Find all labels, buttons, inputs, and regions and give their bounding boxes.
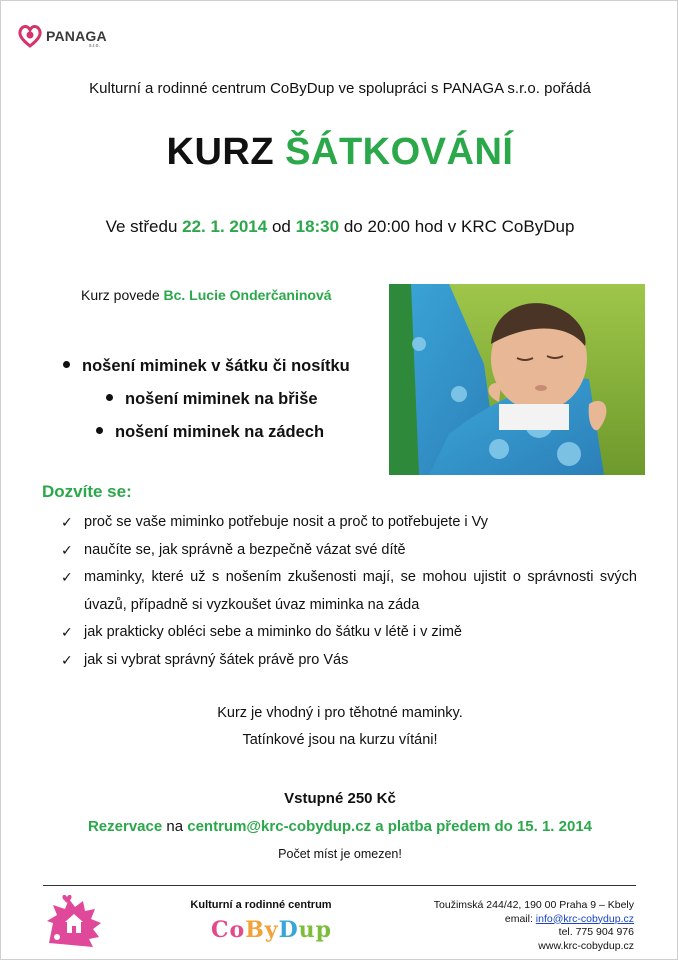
learn-heading: Dozvíte se: [42,482,132,501]
bullet-icon [106,394,113,401]
bullet-icon [96,427,103,434]
date-suffix: do 20:00 hod v KRC CoByDup [343,217,575,236]
cobydup-logo: CoByDup [211,917,333,943]
list-item: ✓ maminky, které už s nošením zkušenosti mají, se mohou ujistit o správnosti svých úvazů, případně si vyzkoušet úvaz miminka na záda [61,564,637,619]
note-pregnant: Kurz je vhodný i pro těhotné maminky. [217,705,463,721]
topic-item: nošení miminek na zádech [96,423,324,442]
hedgehog-logo-icon [43,893,103,951]
title-part1: KURZ [166,131,275,173]
reservation-line: Rezervace na centrum@krc-cobydup.cz a platba předem do 15. 1. 2014 [87,818,593,835]
date-prefix: Ve středu [105,217,178,236]
footer-email-line: email: info@krc-cobydup.cz [504,912,634,925]
checkmark-icon: ✓ [61,541,73,558]
footer-phone: tel. 775 904 976 [558,926,634,938]
checkmark-icon: ✓ [61,651,73,668]
checkmark-icon: ✓ [61,569,73,585]
title-part2: ŠÁTKOVÁNÍ [285,131,514,173]
list-item: ✓ proč se vaše miminko potřebuje nosit a proč to potřebujete i Vy [61,509,637,537]
page-title [1,131,678,174]
topic-item: nošení miminek v šátku či nosítku [63,357,350,376]
footer-address: Toužimská 244/42, 190 00 Praha 9 – Kbely [433,899,634,911]
note-fathers: Tatínkové jsou na kurzu vítáni! [242,732,438,748]
event-date-line [1,217,678,237]
intro-text: Kulturní a rodinné centrum CoByDup ve spolupráci s PANAGA s.r.o. pořádá [89,80,591,97]
checkmark-icon: ✓ [61,514,73,530]
panaga-heart-icon [17,23,43,49]
event-date: 22. 1. 2014 [182,217,268,236]
footer-divider [43,885,636,886]
learn-list [61,509,637,674]
list-item: ✓ jak si vybrat správný šátek právě pro Vás [61,647,637,675]
list-item: ✓ naučíte se, jak správně a bezpečně vázat své dítě [61,537,637,565]
brand-name: PANAGA [46,28,107,44]
limited-seats-note: Počet míst je omezen! [278,847,402,861]
reservation-email[interactable]: centrum@krc-cobydup.cz [187,818,372,835]
checkmark-icon: ✓ [61,624,73,640]
baby-in-sling-photo [389,284,645,475]
lecturer-line [81,287,332,303]
entry-price: Vstupné 250 Kč [284,790,396,807]
reservation-label: Rezervace [87,818,163,835]
footer-web[interactable]: www.krc-cobydup.cz [538,939,634,952]
footer-email-link[interactable]: info@krc-cobydup.cz [535,912,634,925]
panaga-logo [17,23,107,49]
event-time: 18:30 [295,217,340,236]
date-mid: od [271,217,291,236]
footer-contact [434,899,634,953]
footer-center-label: Kulturní a rodinné centrum [190,899,332,911]
brand-suffix: s.r.o. [89,43,100,49]
bullet-icon [63,361,70,368]
reservation-deadline: a platba předem do 15. 1. 2014 [375,818,593,835]
list-item: ✓ jak prakticky obléci sebe a miminko do šátku v létě i v zimě [61,619,637,647]
topic-item: nošení miminek na břiše [106,390,318,409]
lecturer-label: Kurz povede [81,287,160,303]
lecturer-name: Bc. Lucie Onderčaninová [163,287,332,303]
